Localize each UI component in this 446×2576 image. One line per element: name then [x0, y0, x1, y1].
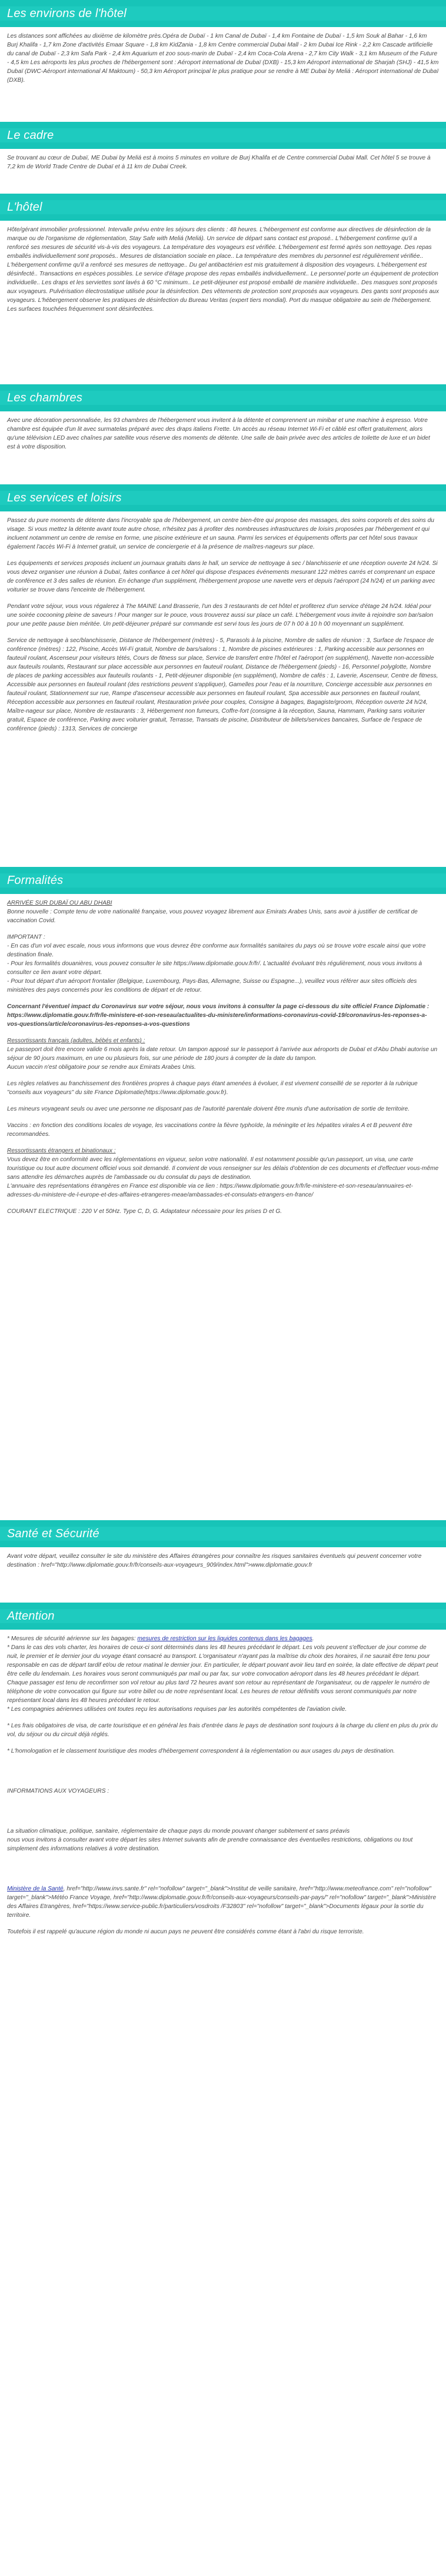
- services-paragraph: Pendant votre séjour, vous vous régalerez à The MAINE Land Brasserie, l'un des 3 restaurants de cet hôtel et profiterez d'un service d'étage 24 h/24. Idéal pour une soirée cocooning pleine de saveurs ! Pour manger sur le pouce, vous trouverez aussi sur place un café. L'hébergement vous invite à rejoindre son bar/salon pour une petite pause bien méritée. Un petit-déjeuner préparé sur commande est servi tous les jours de 07 h 00 à 10 h 00 moyennant un supplément.: [7, 603, 433, 627]
- section-hotel: [0, 194, 446, 384]
- section-banner: [0, 194, 446, 221]
- section-sante: [0, 1520, 446, 1603]
- formalites-paragraph: - Pour les formalités douanières, vous pouvez consulter le site https://www.diplomatie.gouv.fr/fr/. L'actualité évoluant très régulièrement, nous vous invitons à consulter ce lien avant votre départ.: [7, 960, 422, 976]
- section-title: Attention: [7, 1610, 55, 1623]
- hotel-text: Hôte/gérant immobilier professionnel. Intervalle prévu entre les séjours des clients : 48 heures. L'hébergement est conforme aux directives de désinfection de la marque ou de l'organisme de réglementation, Stay Safe with Meliá (Meliá). Un service de départ sans contact est proposé.. L'hébergement confirme qu'il a renforcé ses mesures de sécurité vis-à-vis des voyageurs. La température des voyageurs est vérifiée. L'hébergement est fermé après son nettoyage. Des repas emballés individuellement sont proposés.. Mesures de distanciation sociale en place.. La température des membres du personnel est régulièrement vérifiée.. L'hébergement confirme qu'il a renforcé ses mesures de nettoyage.. Du gel antibactérien est mis gratuitement à disposition des voyageurs. L'hébergement est désinfecté.. Transactions en espèces possibles. Le service d'étage propose des repas emballés individuellement.. Le personnel porte un équipement de protection individuelle.. Les draps et les serviettes sont lavés à 60 °C minimum.. Le petit-déjeuner est proposé emballé de manière individuelle.. Des masques sont proposés aux voyageurs. Pulvérisation électrostatique utilisée pour la désinfection. Des vêtements de protection sont proposés aux voyageurs. Des gants sont proposés aux voyageurs. L'hébergement observe les pratiques de désinfection du Bureau Veritas (expert tiers mondial). Port du masque obligatoire au sein de l'hébergement. Les surfaces touchées fréquemment sont désinfectées.: [7, 227, 439, 313]
- attention-paragraph: * Les frais obligatoires de visa, de carte touristique et en général les frais d'entrée dans le pays de destination sont toujours à la charge du client en plus du prix du vol, du séjour ou du circuit déjà réglés.: [7, 1723, 438, 1738]
- liquids-restriction-link[interactable]: mesures de restriction sur les liquides contenus dans les bagages: [137, 1636, 312, 1642]
- section-banner: [0, 122, 446, 149]
- section-title: Les environs de l'hôtel: [7, 7, 127, 20]
- section-banner: [0, 867, 446, 894]
- formalites-paragraph: - En cas d'un vol avec escale, nous vous informons que vous devrez être conforme aux formalités sanitaires du pays où se trouve votre escale ainsi que votre destination finale.: [7, 943, 426, 958]
- attention-heading: INFORMATIONS AUX VOYAGEURS :: [7, 1788, 109, 1794]
- formalites-paragraph: Bonne nouvelle : Compte tenu de votre nationalité française, vous pouvez voyagez librement aux Emirats Arabes Unis, sans avoir à justifier de certificat de vaccination Covid.: [7, 909, 418, 924]
- attention-paragraph: Toutefois il est rappelé qu'aucune région du monde ni aucun pays ne peuvent être considérés comme étant à l'abri du risque terroriste.: [7, 1929, 364, 1935]
- section-banner: [0, 1603, 446, 1630]
- formalites-heading: ARRIVÉE SUR DUBAÏ OU ABU DHABI: [7, 900, 112, 906]
- section-title: Santé et Sécurité: [7, 1527, 99, 1540]
- attention-paragraph: * Mesures de sécurité aérienne sur les bagages: mesures de restriction sur les liquides contenus dans les bagages. * Dans le cas des vols charter, les horaires de ceux-ci sont déterminés dans les 48 heures précédant le départ. Les vols peuvent s'effectuer de jour comme de nuit, le premier et le dernier jour du voyage étant consacré au transport. L'organisateur n'ayant pas la maîtrise du choix des horaires, il ne saurait être tenu pour responsable en cas de départ tardif et/ou de retour matinal le dernier jour. En particulier, le départ pouvant avoir lieu tard en soirée, la date effective de départ peut être celle du lendemain. Les horaires vous seront communiqués par mail ou par fax, sur votre convocation aéroport dans les 48 heures précédant le départ. Chaque passager est tenu de reconfirmer son vol retour au plus tard 72 heures avant son retour au représentant de l'organisateur, ou de rappeler le numéro de téléphone de votre convocation qui figure sur votre billet ou de notre représentant local. Les heures de retour définitifs vous seront communiqués par notre représentant local dans les 48 heures précédant le retour. * Les compagnies aériennes utilisées ont toutes reçu les autorisations requises par les autorités compétentes de l'aviation civile.: [7, 1636, 438, 1713]
- section-banner: [0, 484, 446, 511]
- section-banner: [0, 0, 446, 27]
- attention-paragraph: * L'homologation et le classement touristique des modes d'hébergement correspondent à la réglementation ou aux usages du pays de destination.: [7, 1748, 395, 1754]
- formalites-paragraph: Vaccins : en fonction des conditions locales de voyage, les vaccinations contre la fièvre typhoïde, la méningite et les hépatites virales A et B peuvent être recommandées.: [7, 1122, 412, 1138]
- formalites-heading: Ressortissants français (adultes, bébés et enfants) :: [7, 1038, 145, 1044]
- sante-text: Avant votre départ, veuillez consulter le site du ministère des Affaires étrangères pour connaître les risques sanitaires éventuels qui peuvent concerner votre destination : href="http://www.diplomatie.gouv.fr/fr/conseils-aux-voyageurs_909/index.html">www.diplomatie.gouv.fr: [7, 1553, 422, 1568]
- cadre-text: Se trouvant au cœur de Dubaï, ME Dubai by Meliá est à moins 5 minutes en voiture de Burj Khalifa et de Centre commercial Dubai Mall. Cet hôtel 5 se trouve à 7,2 km de World Trade Centre de Dubaï et à 11 km de Dubai Creek.: [7, 155, 431, 170]
- attention-links-paragraph: Ministère de la Santé, href="http://www.invs.sante.fr" rel="nofollow" target="_blank">Institut de veille sanitaire, href="http://www.meteofrance.com" rel="nofollow" target="_blank">Météo France Voyage, href="http://www.diplomatie.gouv.fr/fr/conseils-aux-voyageurs/conseils-par-pays/" rel="nofollow" target="_blank">Ministère des Affaires Etrangères, href="https://www.service-public.fr/particuliers/vosdroits /F32803" rel="nofollow" target="_blank">Documents légaux pour la sortie du territoire.: [7, 1886, 437, 1919]
- attention-paragraph: La situation climatique, politique, sanitaire, réglementaire de chaque pays du monde pouvant changer subitement et sans préavis nous vous invitons à consulter avant votre départ les sites Internet suivants afin de prendre connaissance des éventuelles restrictions, obligations ou tout simplement des informations relatives à votre destination.: [7, 1828, 413, 1852]
- section-cadre: [0, 122, 446, 194]
- section-title: Formalités: [7, 874, 64, 887]
- section-title: Le cadre: [7, 129, 54, 142]
- chambres-text: Avec une décoration personnalisée, les 93 chambres de l'hébergement vous invitent à la détente et comprennent un minibar et une machine à espresso. Votre chambre est équipée d'un lit avec surmatelas préparé avec des draps italiens Frette. Un accès au réseau Internet Wi-Fi et câblé est offert gratuitement, alors qu'une télévision LED avec chaînes par satellite vous réserve des moments de détente. Une salle de bain privée avec des articles de toilette de luxe et un bidet est à votre disposition.: [7, 417, 430, 450]
- formalites-heading: Ressortissants étrangers et binationaux :: [7, 1148, 116, 1154]
- services-paragraph: Service de nettoyage à sec/blanchisserie, Distance de l'hébergement (mètres) - 5, Parasols à la piscine, Nombre de salles de réunion : 3, Surface de l'espace de conférence (mètres) : 122, Piscine, Accès Wi-Fi gratuit, Nombre de bars/salons : 1, Nombre de piscines extérieures : 1, Parking accessible aux personnes en fauteuil roulant, Ascenseur pour visiteurs tétés, Cours de fitness sur place, Service de transfert entre l'hôtel et l'aéroport (en supplément), Navette non-accessible aux fauteuils roulants, Restaurant sur place accessible aux personnes en fauteuil roulant, Distance de l'hébergement (pieds) - 16, Personnel polyglotte, Nombre de places de parking accessibles aux fauteuils roulants - 1, Petit-déjeuner disponible (en supplément), Nombre de cafés : 1, Laverie, Ascenseur, Centre de fitness, Accessible aux personnes en fauteuil roulant (des restrictions peuvent s'appliquer), Gamelles pour l'eau et la nourriture, Concierge accessible aux personnes en fauteuil roulant, Stationnement sur rue, Rampe d'ascenseur accessible aux personnes en fauteuil roulant, Spa accessible aux personnes en fauteuil roulant, Réception accessible aux personnes en fauteuil roulant, Restauration privée pour couples, Consigne à bagages, Bagagiste/groom, Réception ouverte 24 h/24, Maître-nageur sur place, Nombre de restaurants : 3, Hébergement non fumeurs, Coffre-fort (consigne à la réception, Sauna, Hammam, Parking sans voiturier gratuit, Espace de conférence, Parking avec voiturier gratuit, Terrasse, Transats de piscine, Distributeur de billets/services bancaires, Surface de l'espace de conférence (pieds) : 1313, Services de concierge: [7, 637, 438, 732]
- section-banner: [0, 384, 446, 411]
- section-services: [0, 484, 446, 867]
- section-banner: [0, 1520, 446, 1547]
- section-title: L'hôtel: [7, 201, 42, 214]
- formalites-important: IMPORTANT :: [7, 934, 45, 940]
- formalites-paragraph: Les mineurs voyageant seuls ou avec une personne ne disposant pas de l'autorité parentale doivent être munis d'une autorisation de sortie de territoire.: [7, 1106, 410, 1112]
- formalites-paragraph: - Pour tout départ d'un aéroport frontalier (Belgique, Luxembourg, Pays-Bas, Allemagne, Suisse ou Espagne...), veuillez vous référer aux sites officiels des ministères des pays concernés pour les conditions de départ et de retour.: [7, 978, 417, 993]
- section-environs: [0, 0, 446, 122]
- section-formalites: [0, 867, 446, 1520]
- section-title: Les chambres: [7, 391, 83, 404]
- services-paragraph: Passez du pure moments de détente dans l'incroyable spa de l'hébergement, un centre bien-être qui propose des massages, des soins corporels et des soins du visage. Si vous mettez la détente avant toute autre chose, n'hésitez pas à profiter des nombreuses infrastructures de loisirs proposées par l'hébergement et qui incluent notamment un centre de remise en forme, une piscine extérieure et un sauna. Parmi les services et équipements offerts par cet hôtel sous travaux également l'accès Wi-Fi à Internet gratuit, un service de conciergerie et à la présence de maîtres-nageurs sur place.: [7, 517, 434, 550]
- section-attention: [0, 1603, 446, 1940]
- ministere-sante-link[interactable]: Ministère de la Santé: [7, 1886, 64, 1892]
- formalites-paragraph: Les règles relatives au franchissement des frontières propres à chaque pays étant amenées à évoluer, il est vivement conseillé de se reporter à la rubrique "conseils aux voyageurs" du site France Diplomatie(https://www.diplomatie.gouv.fr).: [7, 1081, 418, 1096]
- formalites-paragraph: Le passeport doit être encore valide 6 mois après la date retour. Un tampon apposé sur le passeport à l'arrivée aux aéroports de Dubaï et d'Abu Dhabi autorise un séjour de 90 jours maximum, en une ou plusieurs fois, sur une période de 180 jours à compter de la date du tampon. Aucun vaccin n'est obligatoire pour se rendre aux Emirats Arabes Unis.: [7, 1046, 438, 1071]
- section-title: Les services et loisirs: [7, 491, 122, 504]
- formalites-coronavirus: Concernant l'éventuel impact du Coronavirus sur votre séjour, nous vous invitons à consulter la page ci-dessous du site officiel France Diplomatie : https://www.diplomatie.gouv.fr/fr/le-ministere-et-son-reseau/actualites-du-ministere/informations-coronavirus-covid-19/coronavirus-les-reponses-a-vos-questions/article/coronavirus-les-reponses-a-vos-questions: [7, 1003, 430, 1028]
- formalites-electric: COURANT ELECTRIQUE : 220 V et 50Hz. Type C, D, G. Adaptateur nécessaire pour les prises D et G.: [7, 1208, 282, 1215]
- section-chambres: [0, 384, 446, 484]
- formalites-paragraph: Vous devez être en conformité avec les réglementations en vigueur, selon votre nationalité. Il est notamment possible qu'un passeport, un visa, une carte touristique ou tout autre document officiel vous soit demandé. Il convient de vous renseigner sur les délais d'obtention de ces documents et d'effectuer vous-même sans attendre les démarches auprès de l'ambassade ou du consulat du pays de destination. L'annuaire des représentations étrangères en France est disponible via ce lien : https://www.diplomatie.gouv.fr/fr/le-ministere-et-son-reseau/annuaires-et-adresses-du-ministere-de-l-europe-et-des-affaires-etrangeres-meae/ambassades-et-consulats-etrangers-en-france/: [7, 1156, 439, 1198]
- services-paragraph: Les équipements et services proposés incluent un journaux gratuits dans le hall, un service de nettoyage à sec / blanchisserie et une réception ouverte 24 h/24. Si vous devez organiser une réunion à Dubaï, faites confiance à cet hôtel qui dispose d'espaces événements mesurant 122 mètres carrés et comprenant un espace de conférence et 3 des salles de réunion. En échange d'un supplément, l'hébergement propose une navette vers et depuis l'aéroport (24 h/24) et un parking avec voiturier se trouve dans l'enceinte de l'hébergement.: [7, 560, 438, 593]
- environs-text: Les distances sont affichées au dixième de kilomètre près.Opéra de Dubaï - 1 km Canal de Dubaï - 1,4 km Fontaine de Dubaï - 1,5 km Souk al Bahar - 1,6 km Burj Khalifa - 1,7 km Zone d'activités Emaar Square - 1,8 km KidZania - 1,8 km Centre commercial Dubai Mall - 2 km Dubai Ice Rink - 2,2 km Cascade artificielle du canal de Dubaï - 2,3 km Safa Park - 2,4 km Aquarium et zoo sous-marin de Dubaï - 2,4 km Coca-Cola Arena - 2,7 km City Walk - 3,1 km Museum of the Future - 4,5 km Les aéroports les plus proches de l'hébergement sont : Aéroport international de Dubaï (DXB) - 15,3 km Aéroport international de Sharjah (SHJ) - 41,5 km Dubaï (DWC-Aéroport international Al Maktoum) - 50,3 km Aéroport principal le plus pratique pour se rendre à ME Dubai by Meliá : Aéroport international de Dubaï (DXB).: [7, 33, 439, 84]
